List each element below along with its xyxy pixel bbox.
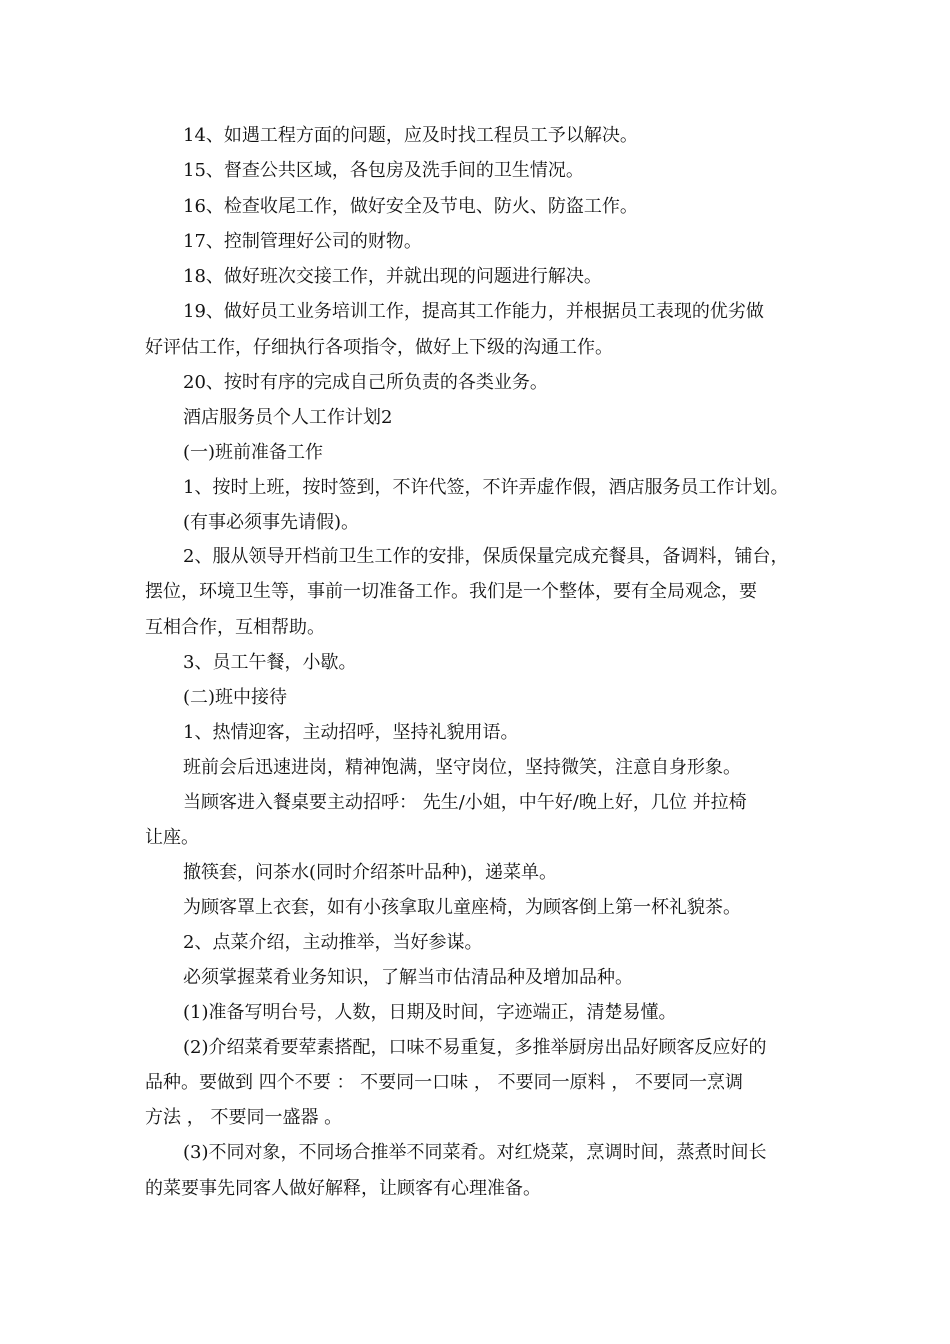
paragraph-line: (有事必须事先请假)。 [183,512,360,533]
paragraph-line: (1)准备写明台号，人数，日期及时间，字迹端正，清楚易懂。 [183,1002,677,1023]
paragraph-line: (3)不同对象，不同场合推举不同菜肴。对红烧菜，烹调时间，蒸煮时间长 [183,1142,767,1163]
paragraph-line: 16、检查收尾工作，做好安全及节电、防火、防盗工作。 [183,196,638,217]
paragraph-line: 撤筷套，问茶水(同时介绍茶叶品种)，递菜单。 [183,862,558,883]
subsection-heading: (一)班前准备工作 [183,442,324,463]
paragraph-line: 14、如遇工程方面的问题，应及时找工程员工予以解决。 [183,125,638,146]
paragraph-line: 2、服从领导开档前卫生工作的安排，保质保量完成充餐具，备调料，铺台， [183,546,789,567]
paragraph-line: 方法 ， 不要同一盛器 。 [145,1107,343,1128]
paragraph-line: 20、按时有序的完成自己所负责的各类业务。 [183,372,548,393]
paragraph-line: (2)介绍菜肴要荤素搭配，口味不易重复，多推举厨房出品好顾客反应好的 [183,1037,767,1058]
paragraph-line: 2、点菜介绍，主动推举，当好参谋。 [183,932,483,953]
subsection-heading: (二)班中接待 [183,687,288,708]
paragraph-line: 好评估工作，仔细执行各项指令，做好上下级的沟通工作。 [145,337,613,358]
paragraph-line: 让座。 [145,827,199,848]
paragraph-line: 互相合作，互相帮助。 [145,617,325,638]
paragraph-line: 品种。要做到 四个不要 ： 不要同一口味 ， 不要同一原料 ， 不要同一烹调 [145,1072,744,1093]
paragraph-line: 1、按时上班，按时签到，不许代签，不许弄虚作假，酒店服务员工作计划。 [183,477,789,498]
paragraph-line: 必须掌握菜肴业务知识，了解当市估清品种及增加品种。 [183,967,633,988]
paragraph-line: 17、控制管理好公司的财物。 [183,231,422,252]
paragraph-line: 19、做好员工业务培训工作，提高其工作能力，并根据员工表现的优劣做 [183,301,764,322]
paragraph-line: 18、做好班次交接工作，并就出现的问题进行解决。 [183,266,602,287]
paragraph-line: 摆位，环境卫生等，事前一切准备工作。我们是一个整体，要有全局观念，要 [145,581,757,602]
paragraph-line: 当顾客进入餐桌要主动招呼： 先生/小姐，中午好/晚上好，几位 并拉椅 [183,792,747,813]
paragraph-line: 3、员工午餐，小歇。 [183,652,357,673]
paragraph-line: 为顾客罩上衣套，如有小孩拿取儿童座椅，为顾客倒上第一杯礼貌茶。 [183,897,741,918]
paragraph-line: 1、热情迎客，主动招呼，坚持礼貌用语。 [183,722,519,743]
paragraph-line: 的菜要事先同客人做好解释，让顾客有心理准备。 [145,1178,541,1199]
section-heading: 酒店服务员个人工作计划2 [183,407,393,428]
paragraph-line: 班前会后迅速进岗，精神饱满，坚守岗位，坚持微笑，注意自身形象。 [183,757,741,778]
paragraph-line: 15、督查公共区域，各包房及洗手间的卫生情况。 [183,160,584,181]
